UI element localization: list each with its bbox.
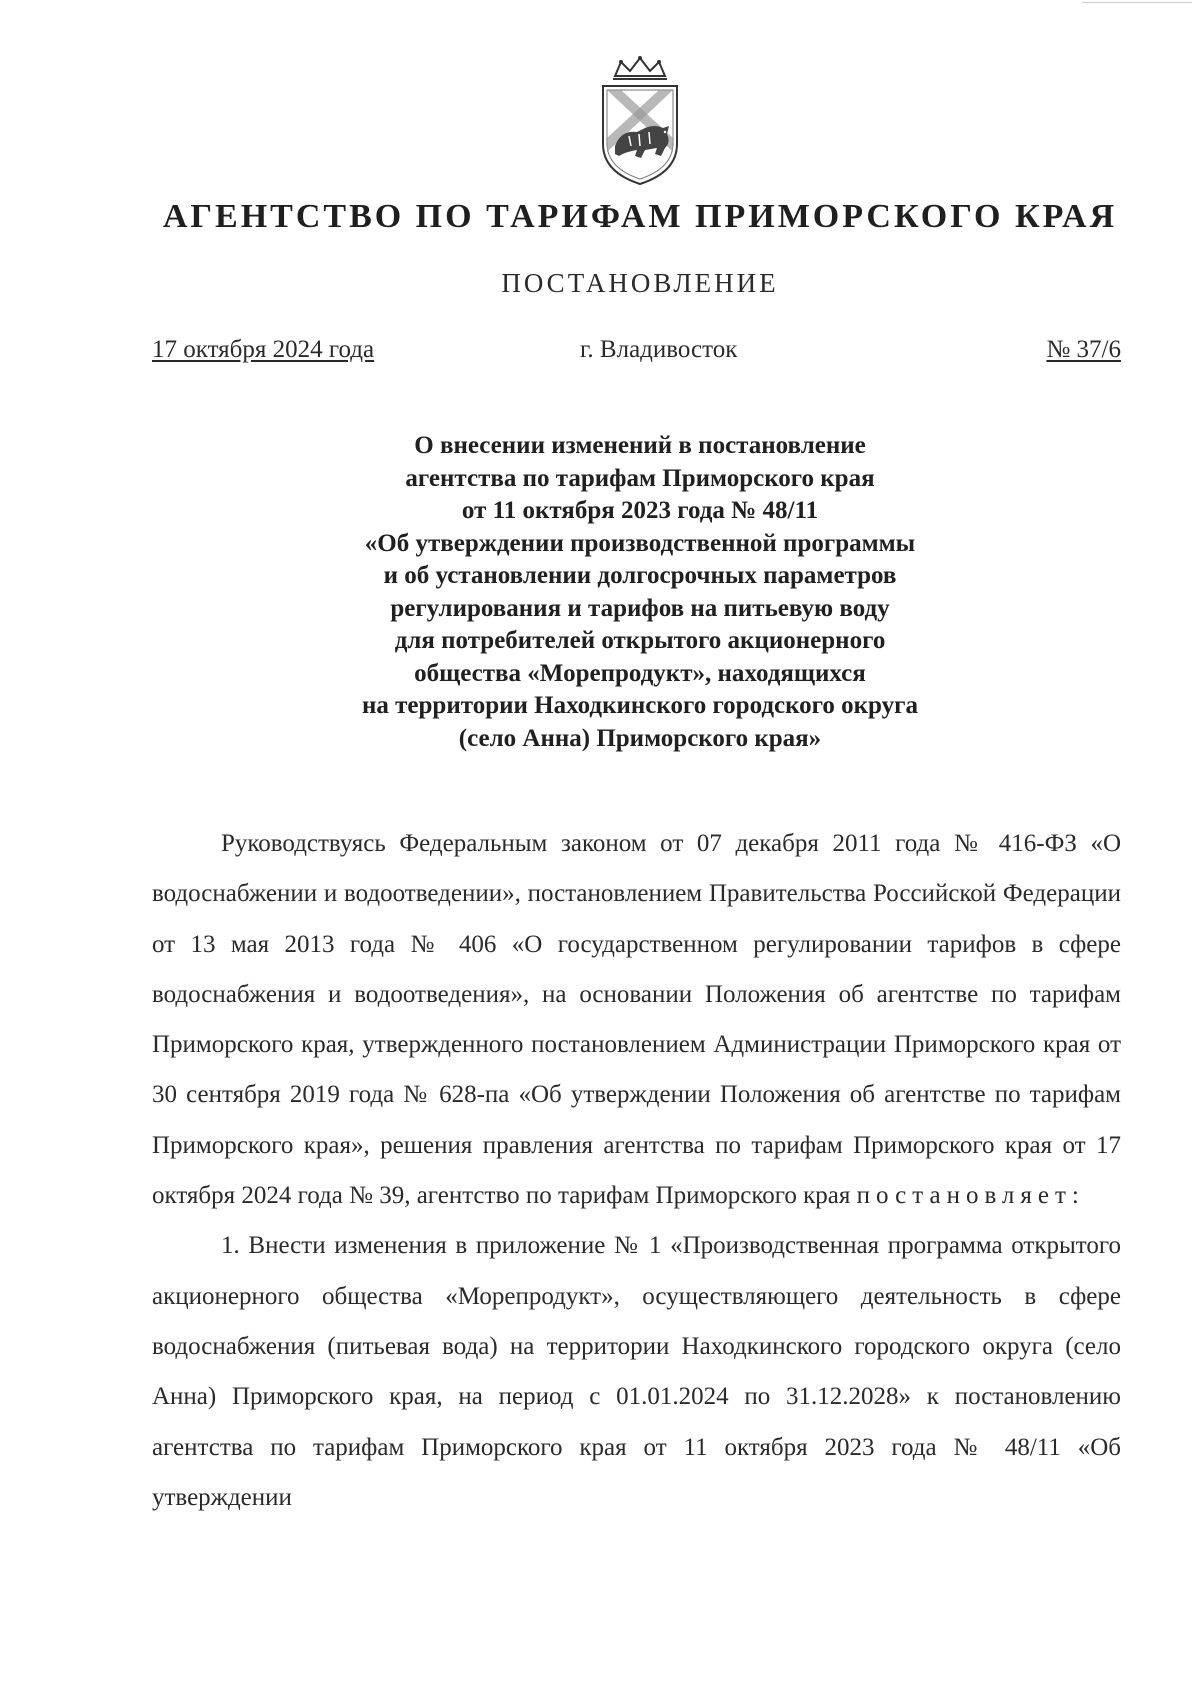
subject-line: на территории Находкинского городского округа [362,692,918,719]
agency-title: АГЕНТСТВО ПО ТАРИФАМ ПРИМОРСКОГО КРАЯ [162,198,1118,235]
subject-line: агентства по тарифам Приморского края [405,464,875,492]
item-1-text: 1. Внести изменения в приложение № 1 «Производственная программа открытого акционерного общества «Морепродукт», осуществляющего деятельность в сфере водоснабжения (питьевая вода) на территории Находкинского городского округа (село Анна) Приморского края, на период с 01.01.2024 по 31.12.2028» к постановлению агентства по тарифам Приморского края от 11 октября 2023 года № 48/11 «Об утверждении [152,1232,1121,1511]
document-type: ПОСТАНОВЛЕНИЕ [501,268,779,298]
document-date: 17 октября 2024 года [152,336,375,363]
resolving-verb: постановляет: [856,1182,1085,1210]
preamble-text: Руководствуясь Федеральным законом от 07 декабря 2011 года № 416-ФЗ «О водоснабжении и водоотведении», постановлением Правительства Российской Федерации от 13 мая 2013 года № 406 «О государственном регулировании тарифов в сфере водоснабжения и водоотведения», на основании Положения об агентстве по тарифам Приморского края, утвержденного постановлением Администрации Приморского края от 30 сентября 2019 года № 628-па «Об утверждении Положения об агентстве по тарифам Приморского края», решения правления агентства по тарифам Приморского края от 17 октября 2024 года № 39, агентство по тарифам Приморского края [152,830,1121,1210]
coat-of-arms-svg [585,56,695,188]
subject-line: О внесении изменений в постановление [414,432,866,459]
subject-line: общества «Морепродукт», находящихся [414,659,866,687]
document-meta-row [152,336,1121,372]
subject-line: для потребителей открытого акционерного [394,627,886,654]
primorye-coat-of-arms-icon [585,56,695,188]
scan-edge-mark [1082,2,1192,3]
subject-line: от 11 октября 2023 года № 48/11 [461,497,819,524]
document-body [152,819,1121,1523]
subject-line: и об установлении долгосрочных параметров [383,562,897,589]
body-paragraph-preamble [152,819,1121,1221]
document-subject [250,430,1030,755]
document-number: № 37/6 [1046,336,1121,363]
body-paragraph-item-1 [152,1221,1121,1523]
subject-line: регулирования и тарифов на питьевую воду [390,594,890,622]
document-city: г. Владивосток [580,336,738,363]
subject-line: (село Анна) Приморского края» [458,724,822,752]
subject-line: «Об утверждении производственной программы [364,529,916,557]
